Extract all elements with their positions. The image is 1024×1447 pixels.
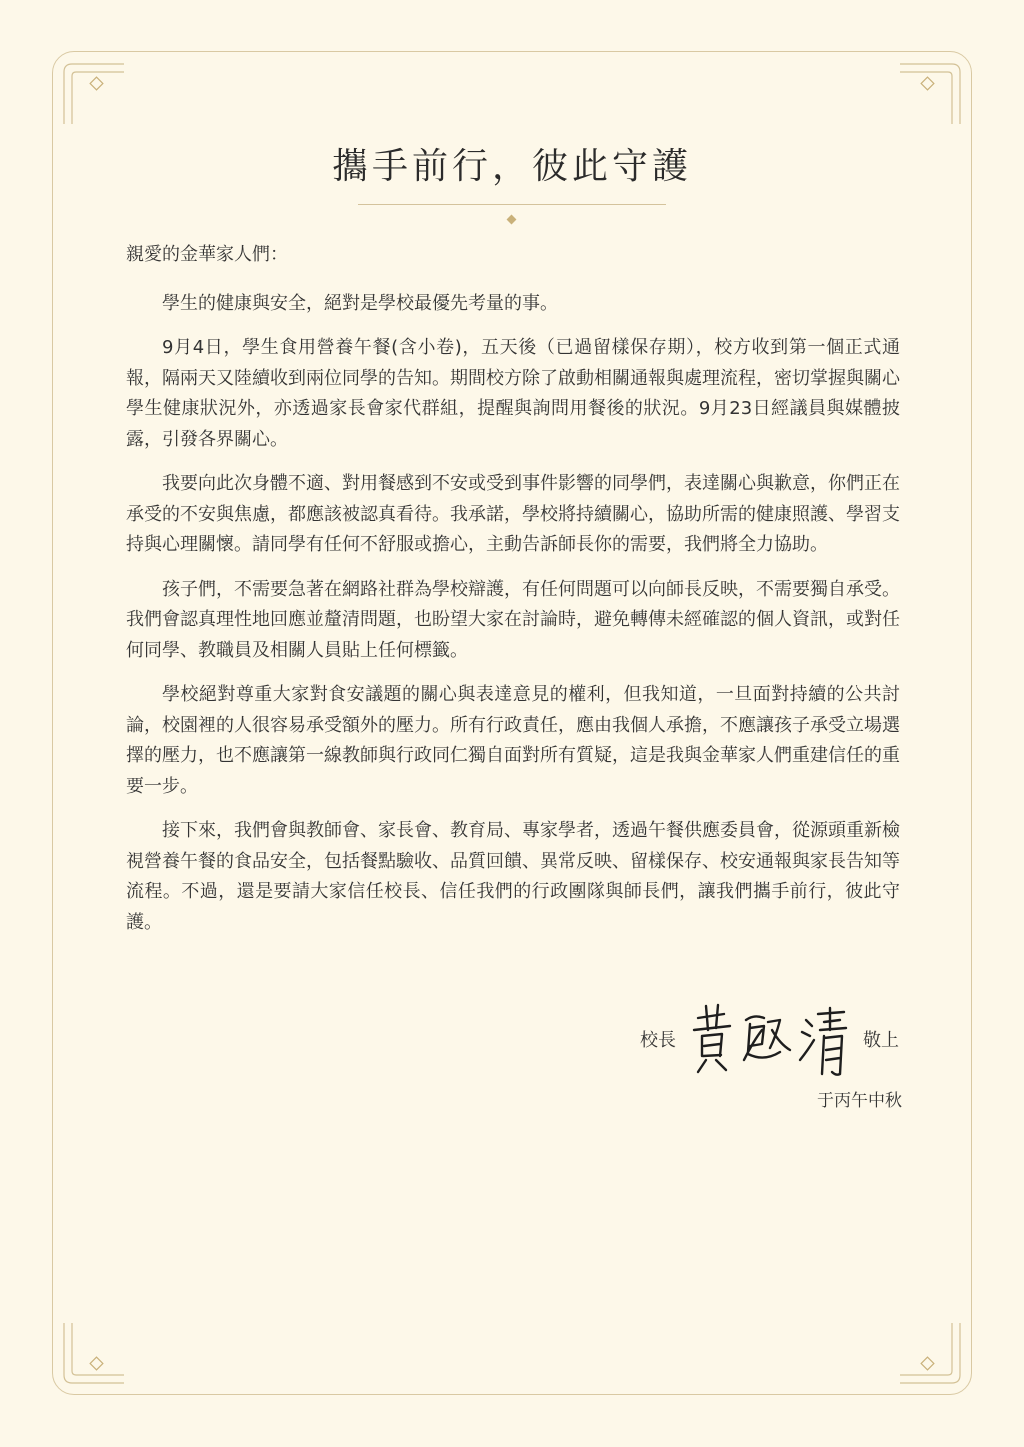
signature-role: 校長	[640, 1030, 676, 1051]
paragraph-3: 我要向此次身體不適、對用餐感到不安或受到事件影響的同學們，表達關心與歉意，你們正在承受的不安與焦慮，都應該被認真看待。我承諾，學校將持續關心，協助所需的健康照護、學習支持與心理關懷。請同學有任何不舒服或擔心，主動告訴師長你的需要，我們將全力協助。	[126, 473, 900, 555]
title-divider	[358, 204, 666, 205]
salutation: 親愛的金華家人們：	[126, 244, 288, 265]
corner-ornament-top-left	[62, 62, 132, 132]
paragraph-1: 學生的健康與安全，絕對是學校最優先考量的事。	[162, 292, 558, 314]
signature-closing: 敬上	[863, 1030, 899, 1051]
letter-title: 攜手前行，彼此守護	[331, 146, 692, 187]
handwritten-signature	[684, 1000, 864, 1080]
paragraph-5: 學校絕對尊重大家對食安議題的關心與表達意見的權利，但我知道，一旦面對持續的公共討論，校園裡的人很容易承受額外的壓力。所有行政責任，應由我個人承擔，不應讓孩子承受立場選擇的壓力，也不應讓第一線教師與行政同仁獨自面對所有質疑，這是我與金華家人們重建信任的重要一步。	[126, 684, 900, 797]
corner-ornament-top-right	[892, 62, 962, 132]
signature-block	[620, 1000, 902, 1070]
paragraph-2: 9月4日，學生食用營養午餐(含小卷)，五天後（已過留樣保存期），校方收到第一個正式通報，隔兩天又陸續收到兩位同學的告知。期間校方除了啟動相關通報與處理流程，密切掌握與關心學生健康狀況外，亦透過家長會家代群組，提醒與詢問用餐後的狀況。9月23日經議員與媒體披露，引發各界關心。	[126, 337, 900, 450]
corner-ornament-bottom-right	[892, 1315, 962, 1385]
paragraph-4: 孩子們，不需要急著在網路社群為學校辯護，有任何問題可以向師長反映，不需要獨自承受。我們會認真理性地回應並釐清問題，也盼望大家在討論時，避免轉傳未經確認的個人資訊，或對任何同學、教職員及相關人員貼上任何標籤。	[126, 578, 900, 661]
corner-ornament-bottom-left	[62, 1315, 132, 1385]
letter-date: 于丙午中秋	[817, 1091, 902, 1111]
letter-body	[126, 240, 900, 952]
paragraph-6: 接下來，我們會與教師會、家長會、教育局、專家學者，透過午餐供應委員會，從源頭重新檢視營養午餐的食品安全，包括餐點驗收、品質回饋、異常反映、留樣保存、校安通報與家長告知等流程。不過，還是要請大家信任校長、信任我們的行政團隊與師長們，讓我們攜手前行，彼此守護。	[126, 820, 900, 933]
